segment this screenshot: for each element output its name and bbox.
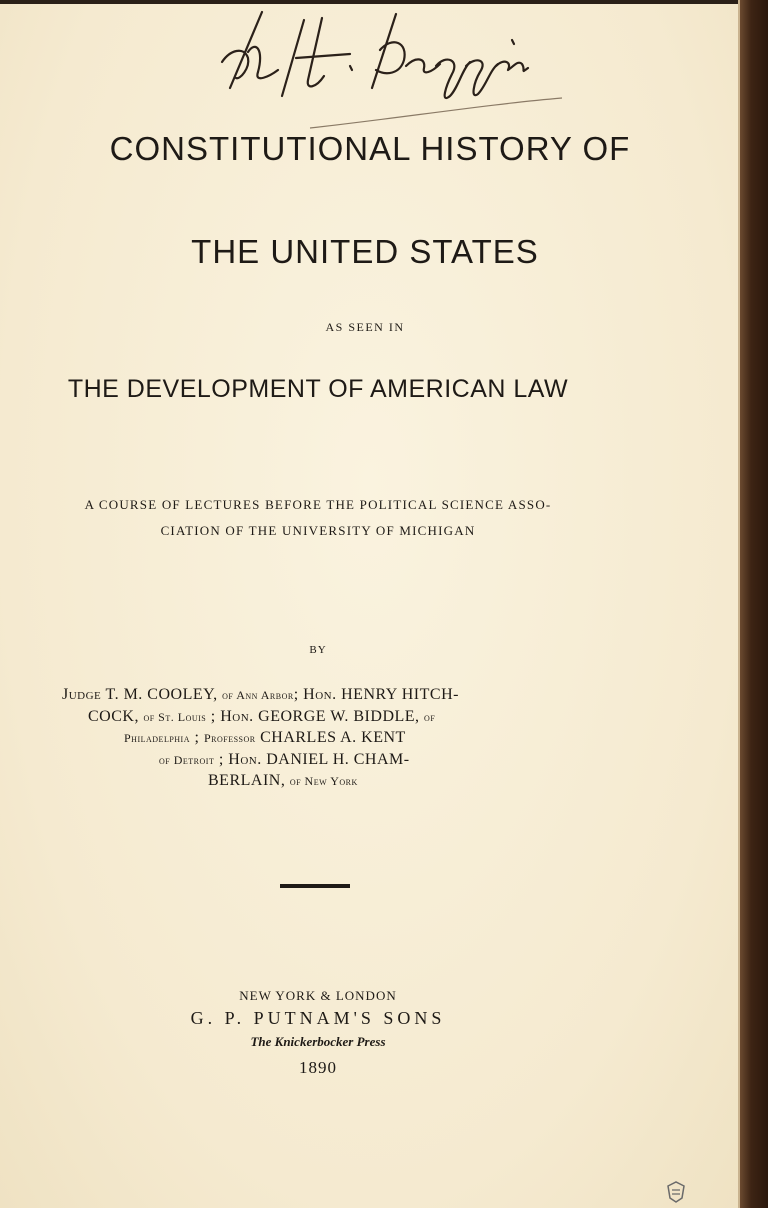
author-name: BERLAIN, bbox=[208, 772, 290, 789]
separator: ; bbox=[214, 751, 229, 768]
author-place: of Ann Arbor bbox=[222, 688, 294, 702]
author-place: of New York bbox=[289, 774, 358, 788]
author-name: CHARLES A. KENT bbox=[255, 729, 406, 746]
separator: ; bbox=[190, 729, 204, 746]
separator: ; bbox=[293, 686, 304, 703]
author-place: Philadelphia bbox=[124, 731, 190, 745]
imprint-year: 1890 bbox=[299, 1058, 337, 1077]
author-place: of bbox=[424, 710, 436, 724]
author-name: DANIEL H. CHAM- bbox=[261, 751, 410, 768]
authors-line-5 bbox=[208, 772, 358, 790]
author-place: of St. Louis bbox=[143, 710, 207, 724]
authors-line-1 bbox=[62, 686, 459, 704]
divider-rule bbox=[280, 884, 350, 888]
title-word: Judge bbox=[62, 686, 102, 703]
course-line-2: CIATION OF THE UNIVERSITY OF MICHIGAN bbox=[160, 523, 476, 538]
as-seen-in: AS SEEN IN bbox=[325, 320, 405, 334]
imprint-press: The Knickerbocker Press bbox=[250, 1034, 386, 1049]
title-word: Hon. bbox=[220, 708, 254, 725]
author-name: COCK, bbox=[88, 708, 144, 725]
title-word: Hon. bbox=[228, 751, 262, 768]
title-line-1: CONSTITUTIONAL HISTORY OF bbox=[109, 130, 631, 167]
authors-line-4 bbox=[159, 751, 410, 769]
title-word: Professor bbox=[203, 731, 256, 745]
handwritten-signature bbox=[200, 0, 580, 140]
authors-line-3 bbox=[124, 729, 406, 747]
author-name: HENRY HITCH- bbox=[336, 686, 459, 703]
author-name: T. M. COOLEY, bbox=[101, 686, 223, 703]
book-binding bbox=[740, 0, 768, 1208]
imprint-publisher: G. P. PUTNAM'S SONS bbox=[190, 1008, 446, 1028]
title-line-3: THE DEVELOPMENT OF AMERICAN LAW bbox=[67, 375, 569, 403]
library-stamp-icon bbox=[664, 1180, 688, 1204]
separator: ; bbox=[206, 708, 221, 725]
course-line-1: A COURSE OF LECTURES BEFORE THE POLITICAL SCIENCE ASSO- bbox=[84, 497, 552, 512]
authors-line-2 bbox=[88, 708, 435, 726]
title-word: Hon. bbox=[303, 686, 337, 703]
author-place: of Detroit bbox=[159, 753, 215, 767]
author-name: GEORGE W. BIDDLE, bbox=[253, 708, 425, 725]
imprint-place: NEW YORK & LONDON bbox=[239, 988, 397, 1003]
title-line-2: THE UNITED STATES bbox=[191, 233, 539, 270]
by-label: BY bbox=[309, 644, 327, 656]
